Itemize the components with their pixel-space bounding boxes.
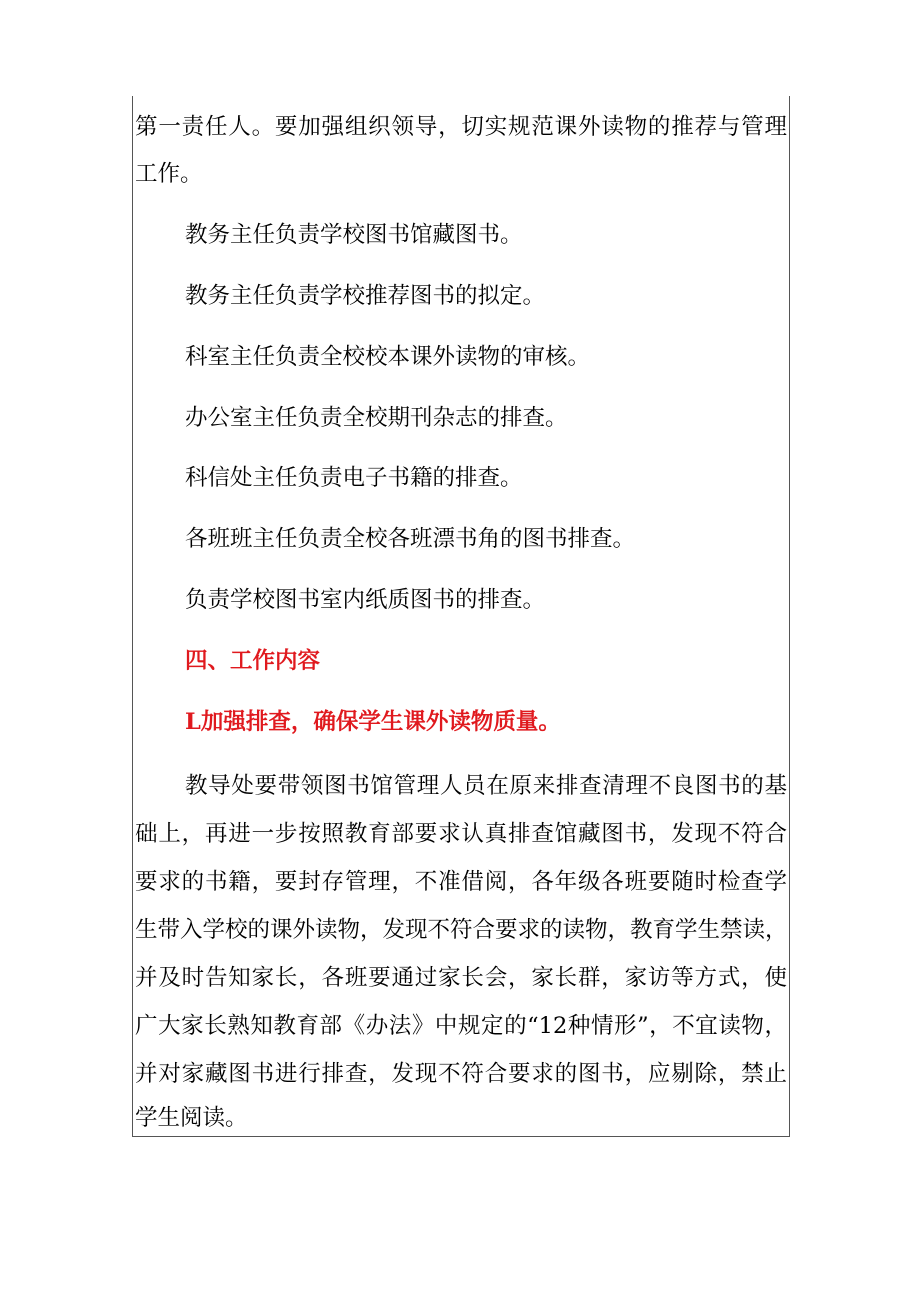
paragraph-line: 教导处要带领图书馆管理人员在原来排查清理不良图书的基 (185, 773, 787, 799)
paragraph-line: 要求的书籍，要封存管理，不准借阅，各年级各班要随时检查学 (135, 869, 787, 895)
responsibility-item: 负责学校图书室内纸质图书的排查。 (185, 587, 546, 613)
responsibility-item: 教务主任负责学校推荐图书的拟定。 (185, 283, 546, 309)
paragraph-line: 础上，再进一步按照教育部要求认真排查馆藏图书，发现不符合 (135, 821, 787, 847)
responsibility-item: 科室主任负责全校校本课外读物的审核。 (185, 344, 591, 370)
section-heading: 四、工作内容 (185, 648, 321, 674)
subsection-heading: L加强排查，确保学生课外读物质量。 (185, 709, 561, 735)
responsibility-item: 各班班主任负责全校各班漂书角的图书排查。 (185, 526, 636, 552)
responsibility-item: 办公室主任负责全校期刊杂志的排查。 (185, 405, 568, 431)
paragraph-line: 工作。 (135, 161, 203, 187)
responsibility-item: 科信处主任负责电子书籍的排查。 (185, 465, 523, 491)
paragraph-line: 生带入学校的课外读物，发现不符合要求的读物，教育学生禁读， (135, 917, 788, 943)
paragraph-line: 并对家藏图书进行排查，发现不符合要求的图书，应剔除，禁止 (135, 1061, 787, 1087)
paragraph-line: 并及时告知家长，各班要通过家长会，家长群，家访等方式，使 (135, 965, 787, 991)
paragraph-line: 第一责任人。要加强组织领导，切实规范课外读物的推荐与管理 (135, 114, 787, 140)
paragraph-line: 学生阅读。 (135, 1105, 248, 1131)
responsibility-item: 教务主任负责学校图书馆藏图书。 (185, 222, 523, 248)
paragraph-line: 广大家长熟知教育部《办法》中规定的“12种情形”，不宜读物， (135, 1013, 787, 1039)
